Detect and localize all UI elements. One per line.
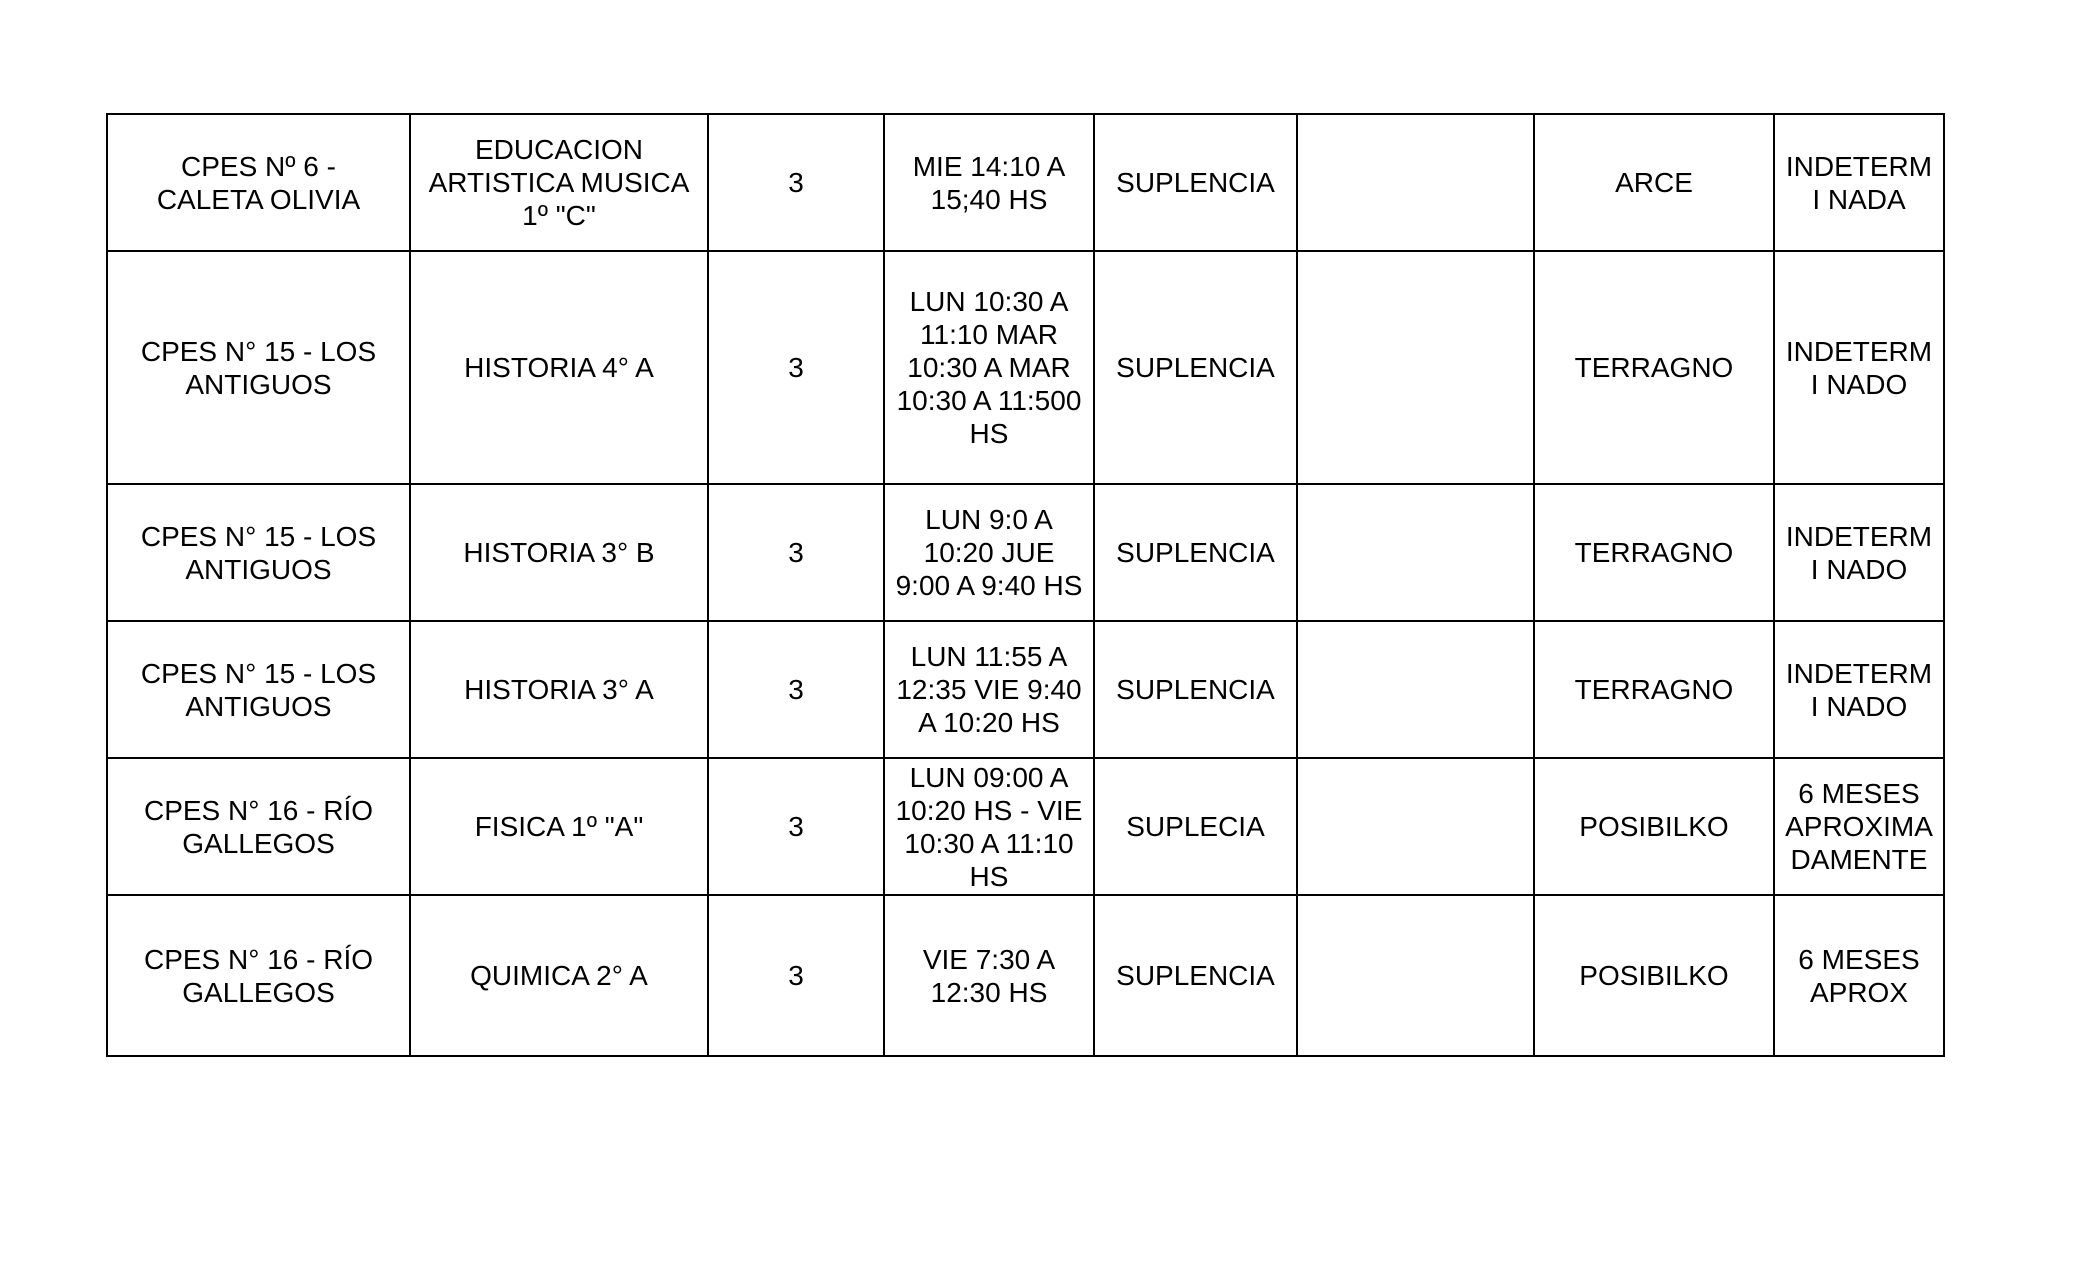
subject-text: HISTORIA 3° B <box>463 537 655 568</box>
cell-duration <box>1774 114 1944 251</box>
cell-status <box>1094 621 1297 758</box>
table-row <box>107 484 1944 621</box>
cell-hours <box>708 758 884 895</box>
cell-subject <box>410 621 708 758</box>
teacher-text: POSIBILKO <box>1579 811 1729 842</box>
subject-text: QUIMICA 2° A <box>470 960 648 991</box>
institution-text: CPES Nº 6 - CALETA OLIVIA <box>156 150 361 215</box>
duration-text: INDETERMI NADO <box>1785 657 1933 722</box>
cell-institution <box>107 758 410 895</box>
cell-duration <box>1774 484 1944 621</box>
cell-subject <box>410 114 708 251</box>
teacher-text: TERRAGNO <box>1574 674 1734 705</box>
cell-institution <box>107 895 410 1056</box>
subject-text: HISTORIA 3° A <box>464 674 654 705</box>
cell-duration <box>1774 895 1944 1056</box>
cell-schedule <box>884 621 1094 758</box>
cell-subject <box>410 758 708 895</box>
cell-teacher <box>1534 114 1774 251</box>
cell-schedule <box>884 758 1094 895</box>
cell-status <box>1094 758 1297 895</box>
table-body <box>107 114 1944 1056</box>
duration-text: INDETERMI NADO <box>1785 520 1933 585</box>
table-row <box>107 758 1944 895</box>
cell-institution <box>107 114 410 251</box>
cell-schedule <box>884 895 1094 1056</box>
subject-text: EDUCACION ARTISTICA MUSICA 1º "C" <box>428 134 690 231</box>
cell-teacher <box>1534 758 1774 895</box>
status-text: SUPLENCIA <box>1116 674 1275 705</box>
table-row <box>107 114 1944 251</box>
cell-hours <box>708 895 884 1056</box>
cell-empty <box>1297 114 1534 251</box>
cell-empty <box>1297 621 1534 758</box>
subject-text: HISTORIA 4° A <box>464 352 654 383</box>
schedule-text: MIE 14:10 A 15;40 HS <box>912 150 1066 215</box>
cell-hours <box>708 621 884 758</box>
schedule-text: VIE 7:30 A 12:30 HS <box>922 943 1056 1008</box>
table-row <box>107 251 1944 484</box>
institution-text: CPES N° 15 - LOS ANTIGUOS <box>140 657 377 722</box>
cell-schedule <box>884 251 1094 484</box>
cell-teacher <box>1534 251 1774 484</box>
duration-text: 6 MESES APROX <box>1798 943 1920 1008</box>
cell-empty <box>1297 484 1534 621</box>
schedule-text: LUN 10:30 A 11:10 MAR 10:30 A MAR 10:30 A 11:500 HS <box>896 286 1082 449</box>
status-text: SUPLENCIA <box>1116 167 1275 198</box>
cell-status <box>1094 484 1297 621</box>
cell-subject <box>410 251 708 484</box>
duration-text: INDETERMI NADO <box>1785 335 1933 400</box>
schedule-text: LUN 11:55 A 12:35 VIE 9:40 A 10:20 HS <box>896 641 1082 738</box>
cell-status <box>1094 251 1297 484</box>
cell-subject <box>410 895 708 1056</box>
vacancies-table <box>106 113 1945 1057</box>
cell-schedule <box>884 484 1094 621</box>
teacher-text: POSIBILKO <box>1579 960 1729 991</box>
table-row <box>107 621 1944 758</box>
cell-institution <box>107 621 410 758</box>
subject-text: FISICA 1º "A" <box>474 811 644 842</box>
cell-teacher <box>1534 621 1774 758</box>
teacher-text: TERRAGNO <box>1574 537 1734 568</box>
status-text: SUPLECIA <box>1126 811 1265 842</box>
cell-duration <box>1774 758 1944 895</box>
cell-institution <box>107 251 410 484</box>
institution-text: CPES N° 16 - RÍO GALLEGOS <box>143 794 374 859</box>
cell-empty <box>1297 251 1534 484</box>
institution-text: CPES N° 15 - LOS ANTIGUOS <box>140 520 377 585</box>
cell-empty <box>1297 758 1534 895</box>
cell-institution <box>107 484 410 621</box>
institution-text: CPES N° 16 - RÍO GALLEGOS <box>143 943 374 1008</box>
hours-text: 3 <box>788 537 804 568</box>
hours-text: 3 <box>788 167 804 198</box>
cell-hours <box>708 251 884 484</box>
hours-text: 3 <box>788 811 804 842</box>
cell-teacher <box>1534 895 1774 1056</box>
duration-text: INDETERMI NADA <box>1785 150 1933 215</box>
cell-teacher <box>1534 484 1774 621</box>
status-text: SUPLENCIA <box>1116 352 1275 383</box>
hours-text: 3 <box>788 352 804 383</box>
schedule-text: LUN 9:0 A 10:20 JUE 9:00 A 9:40 HS <box>895 504 1083 601</box>
cell-hours <box>708 114 884 251</box>
cell-subject <box>410 484 708 621</box>
status-text: SUPLENCIA <box>1116 960 1275 991</box>
cell-duration <box>1774 621 1944 758</box>
table-row <box>107 895 1944 1056</box>
status-text: SUPLENCIA <box>1116 537 1275 568</box>
hours-text: 3 <box>788 960 804 991</box>
duration-text: 6 MESES APROXIMA DAMENTE <box>1785 778 1933 875</box>
teacher-text: TERRAGNO <box>1574 352 1734 383</box>
cell-status <box>1094 114 1297 251</box>
cell-status <box>1094 895 1297 1056</box>
hours-text: 3 <box>788 674 804 705</box>
cell-hours <box>708 484 884 621</box>
cell-empty <box>1297 895 1534 1056</box>
schedule-text: LUN 09:00 A 10:20 HS - VIE 10:30 A 11:10 HS <box>895 761 1083 892</box>
teacher-text: ARCE <box>1615 167 1693 198</box>
cell-schedule <box>884 114 1094 251</box>
cell-duration <box>1774 251 1944 484</box>
institution-text: CPES N° 15 - LOS ANTIGUOS <box>140 335 377 400</box>
